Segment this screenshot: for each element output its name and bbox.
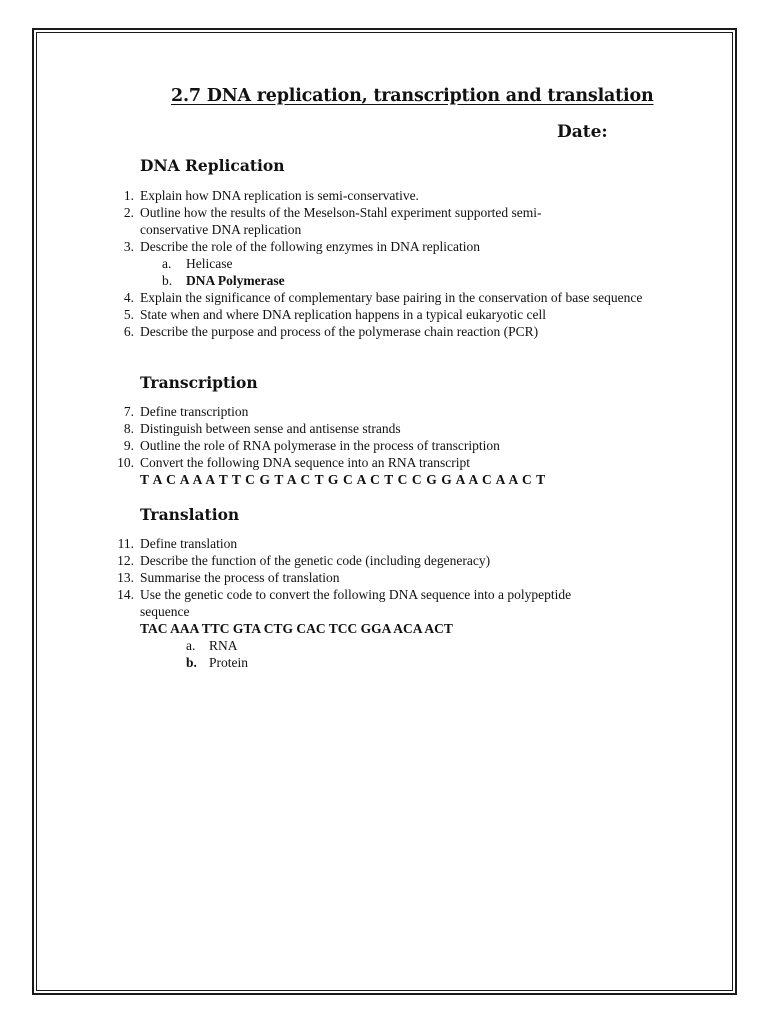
item-number: 1. — [123, 188, 134, 203]
item-number: 12. — [117, 553, 134, 568]
item-text: Outline the role of RNA polymerase in the process of transcription — [140, 438, 500, 453]
item-text: Explain how DNA replication is semi-conservative. — [140, 188, 419, 203]
list-item — [0, 535, 768, 552]
transcription-list — [0, 403, 768, 488]
list-item — [0, 238, 768, 255]
section-heading-transcription: Transcription — [140, 373, 258, 392]
sub-item-text: RNA — [209, 638, 238, 653]
list-item — [0, 187, 768, 204]
item-number: 4. — [123, 290, 134, 305]
section-heading-replication: DNA Replication — [140, 156, 285, 175]
item-text: Distinguish between sense and antisense strands — [140, 421, 401, 436]
list-item — [0, 420, 768, 437]
item-number: 13. — [117, 570, 134, 585]
sub-item-letter: b. — [186, 655, 197, 670]
item-text: Outline how the results of the Meselson-Stahl experiment supported semi-conservative DNA replication — [140, 205, 542, 237]
item-text: Define translation — [140, 536, 238, 551]
list-item — [0, 403, 768, 420]
list-item — [0, 454, 768, 471]
item-text: Explain the significance of complementary base pairing in the conservation of base sequence — [140, 290, 643, 305]
replication-list — [0, 187, 768, 340]
item-number: 2. — [123, 205, 134, 220]
sub-item-letter: b. — [162, 273, 173, 288]
item-number: 3. — [123, 239, 134, 254]
sub-item-text: Protein — [209, 655, 248, 670]
list-item — [0, 204, 768, 238]
item-number: 11. — [117, 536, 134, 551]
item-text: Describe the role of the following enzymes in DNA replication — [140, 239, 481, 254]
page-title: 2.7 DNA replication, transcription and translation — [171, 86, 654, 106]
list-item — [0, 586, 768, 620]
sub-list-item — [0, 272, 768, 289]
sub-item-text: DNA Polymerase — [186, 273, 285, 288]
list-item — [0, 289, 768, 306]
item-number: 7. — [123, 404, 134, 419]
sub-list-item — [0, 637, 768, 654]
sub-list-item — [0, 654, 768, 671]
item-number: 5. — [123, 307, 134, 322]
sub-list-item — [0, 255, 768, 272]
list-item — [0, 437, 768, 454]
item-number: 8. — [123, 421, 134, 436]
section-heading-translation: Translation — [140, 505, 240, 524]
list-item — [0, 323, 768, 340]
list-item — [0, 306, 768, 323]
sub-item-letter: a. — [186, 638, 196, 653]
item-number: 9. — [123, 438, 134, 453]
item-number: 6. — [123, 324, 134, 339]
item-text: Convert the following DNA sequence into an RNA transcript — [140, 455, 470, 470]
list-item — [0, 552, 768, 569]
dna-sequence-transcription: T A C A A A T T C G T A C T G C A C T C C G G A A C A A C T — [140, 472, 546, 487]
item-text: State when and where DNA replication happens in a typical eukaryotic cell — [140, 307, 546, 322]
sub-item-letter: a. — [162, 256, 172, 271]
item-text: Use the genetic code to convert the following DNA sequence into a polypeptide sequence — [140, 587, 572, 619]
item-text: Describe the purpose and process of the polymerase chain reaction (PCR) — [140, 324, 539, 339]
item-number: 10. — [117, 455, 134, 470]
date-label: Date: — [557, 122, 608, 142]
list-item — [0, 569, 768, 586]
translation-list — [0, 535, 768, 671]
sub-item-text: Helicase — [186, 256, 233, 271]
item-text: Summarise the process of translation — [140, 570, 340, 585]
dna-sequence-translation: TAC AAA TTC GTA CTG CAC TCC GGA ACA ACT — [140, 621, 453, 636]
item-text: Describe the function of the genetic code (including degeneracy) — [140, 553, 491, 568]
item-text: Define transcription — [140, 404, 249, 419]
item-number: 14. — [117, 587, 134, 602]
